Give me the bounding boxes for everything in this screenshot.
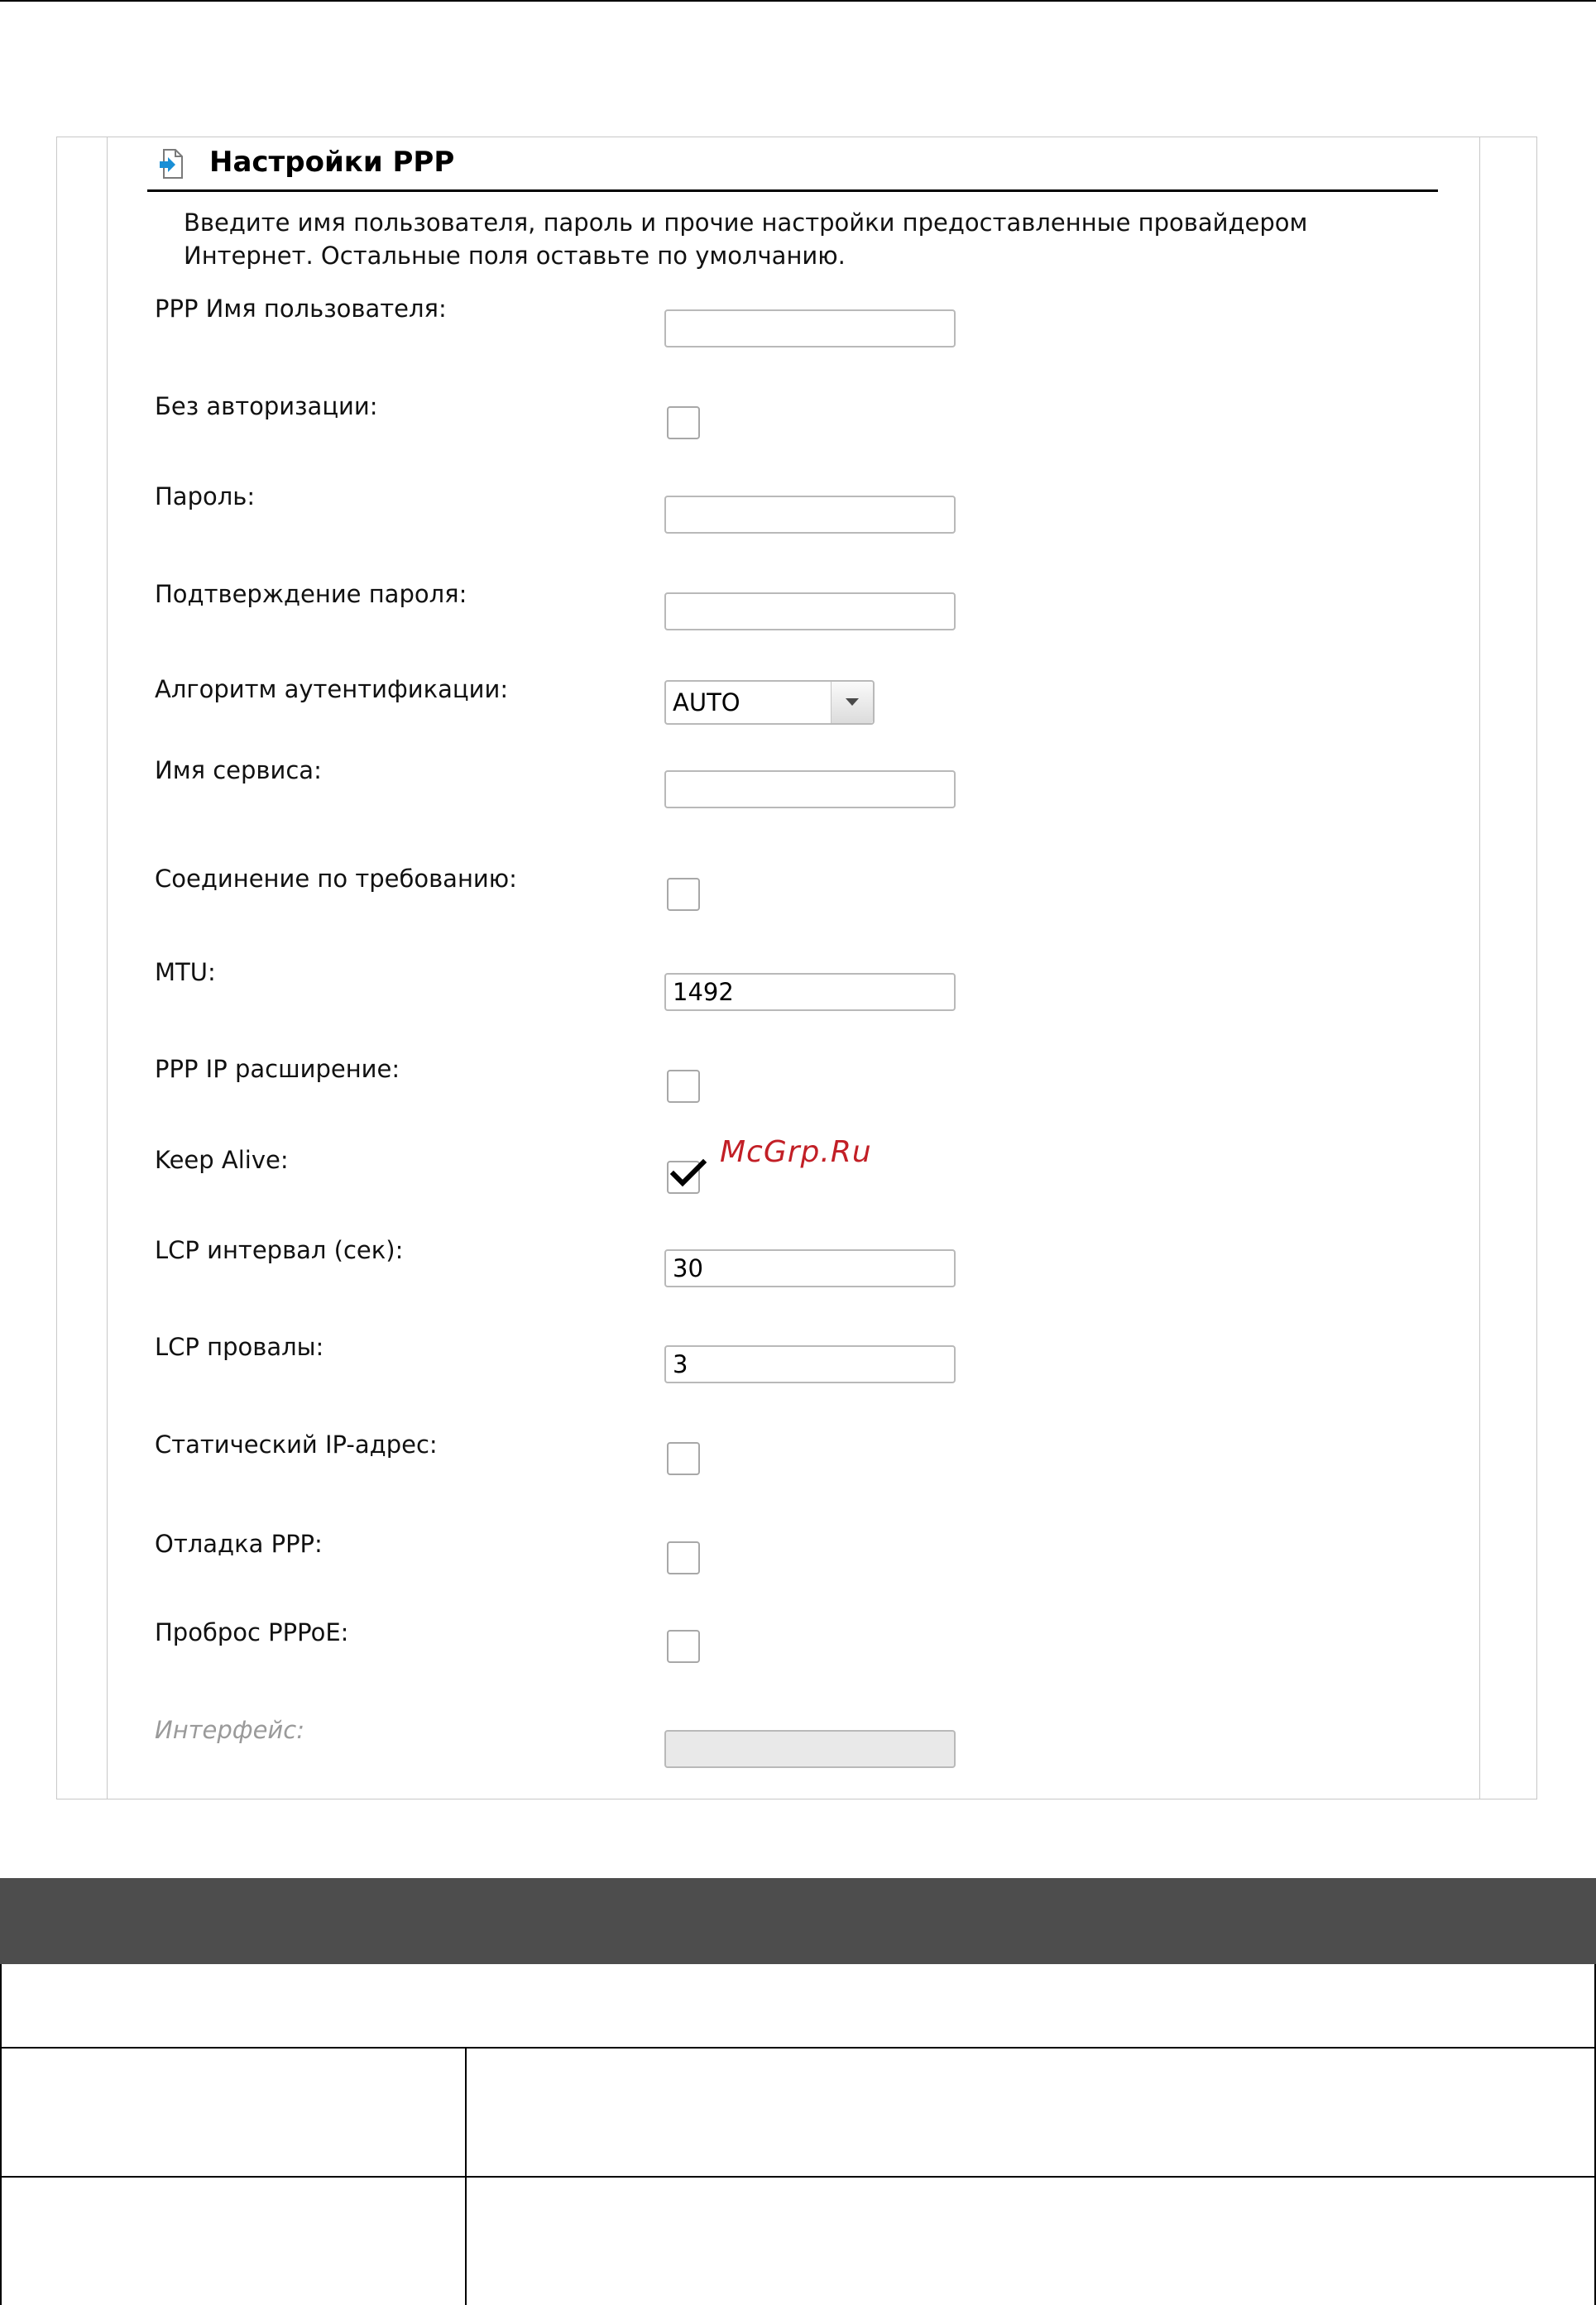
table-column-divider [465,2178,467,2305]
ppp-debug-checkbox[interactable] [667,1541,700,1574]
auth-algorithm-label: Алгоритм аутентификации: [155,675,509,703]
section-title: Настройки PPP [209,146,455,179]
ip-extension-checkbox[interactable] [667,1070,700,1103]
username-label: PPP Имя пользователя: [155,295,447,323]
lcp-interval-label: LCP интервал (сек): [155,1236,404,1264]
interface-label: Интерфейс: [155,1716,304,1744]
password-confirm-label: Подтверждение пароля: [155,580,467,608]
password-confirm-input[interactable] [664,592,956,630]
on-demand-label: Соединение по требованию: [155,865,517,893]
auth-algorithm-select[interactable] [664,680,875,725]
static-ip-label: Статический IP-адрес: [155,1430,438,1459]
table-row [0,2178,1596,2305]
page-top-rule [0,0,1596,2]
document-arrow-icon [159,149,184,179]
service-name-input[interactable] [664,770,956,808]
lcp-interval-input[interactable] [664,1249,956,1287]
username-input[interactable] [664,309,956,347]
keep-alive-checkbox[interactable] [667,1161,700,1194]
lcp-failures-label: LCP провалы: [155,1333,324,1361]
table-header [0,1878,1596,1964]
ip-extension-label: PPP IP расширение: [155,1055,400,1083]
pppoe-passthrough-checkbox[interactable] [667,1630,700,1663]
no-auth-label: Без авторизации: [155,392,378,420]
lcp-failures-input[interactable] [664,1345,956,1383]
watermark-text: McGrp.Ru [720,1135,872,1169]
ppp-debug-label: Отладка PPP: [155,1530,323,1558]
static-ip-checkbox[interactable] [667,1442,700,1475]
service-name-label: Имя сервиса: [155,756,322,784]
no-auth-checkbox[interactable] [667,406,700,439]
checkmark-icon [670,1157,707,1191]
section-divider [147,189,1438,192]
table-row [0,2049,1596,2178]
password-input[interactable] [664,496,956,534]
mtu-label: MTU: [155,958,216,986]
on-demand-checkbox[interactable] [667,878,700,911]
interface-input[interactable] [664,1730,956,1768]
mtu-input[interactable] [664,973,956,1011]
pppoe-passthrough-label: Проброс PPPoE: [155,1618,349,1646]
auth-algorithm-value: AUTO [673,688,740,716]
keep-alive-label: Keep Alive: [155,1146,289,1174]
table-subheader-row [0,1964,1596,2049]
table-column-divider [465,2049,467,2176]
password-label: Пароль: [155,482,256,510]
section-intro: Введите имя пользователя, пароль и прочие настройки предоставленные провайдером Интернет. Остальные поля оставьте по умолчанию. [184,208,1308,270]
chevron-down-icon[interactable] [831,682,873,723]
